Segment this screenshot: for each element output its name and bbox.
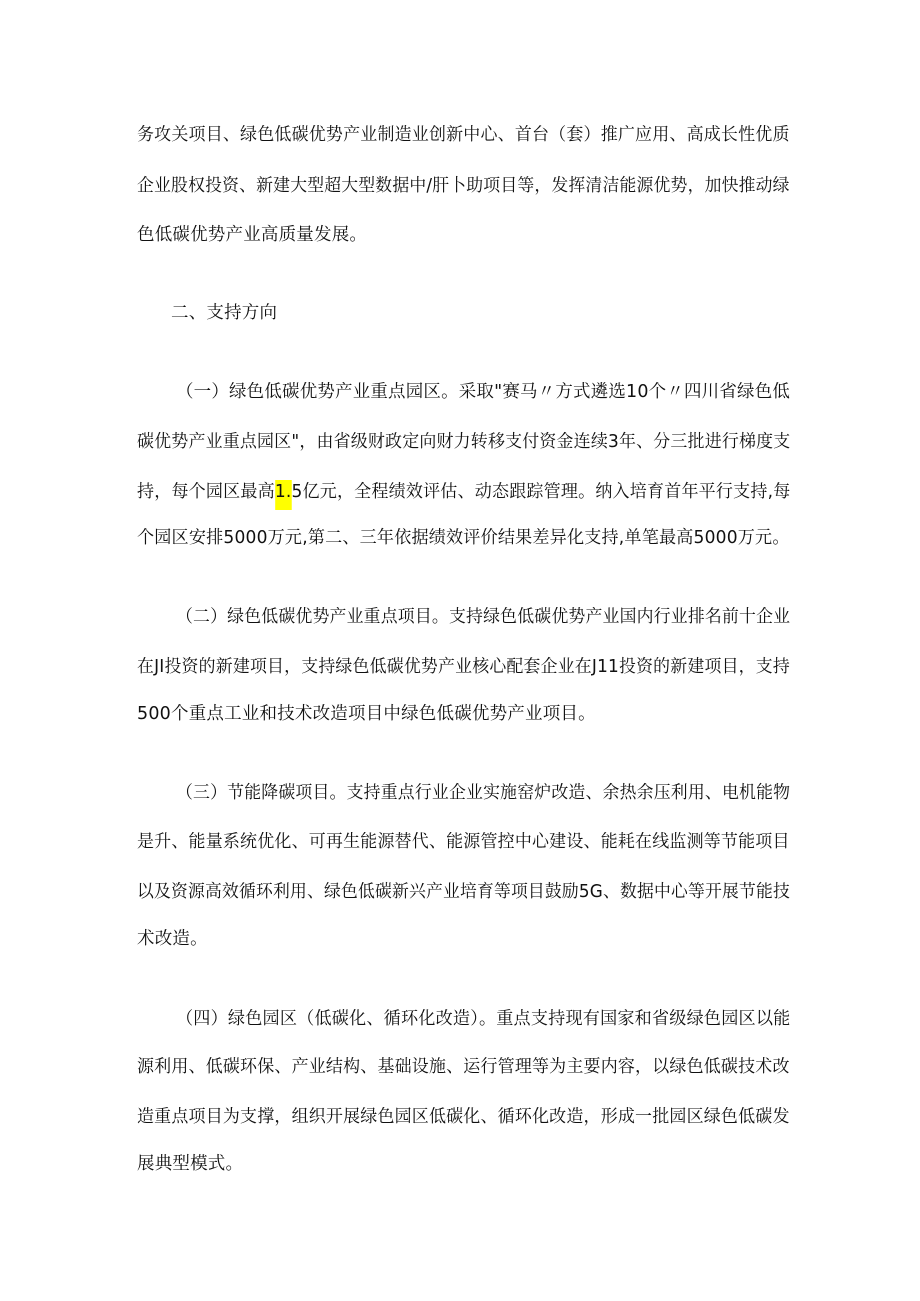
text-line: （四）绿色园区（低碳化、循环化改造）。重点支持现有国家和省级绿色园区以能 (176, 1009, 791, 1029)
text-line: 是升、能量系统优化、可再生能源替代、能源管控中心建设、能耗在线监测等节能项目 (137, 832, 790, 852)
text-line: 以及资源高效循环利用、绿色低碳新兴产业培育等项目鼓励5G、数据中心等开展节能技 (137, 882, 791, 902)
section-heading: 二、支持方向 (171, 303, 278, 323)
text-line: 展典型模式。 (137, 1154, 244, 1174)
text-line: 个园区安排5000万元,第二、三年依据绩效评价结果差异化支持,单笔最高5000万元。 (137, 528, 790, 548)
text-line: （二）绿色低碳优势产业重点项目。支持绿色低碳优势产业国内行业排名前十企业 (176, 607, 791, 627)
text-line: 造重点项目为支撑，组织开展绿色园区低碳化、循环化改造，形成一批园区绿色低碳发 (137, 1107, 790, 1127)
text-line: （三）节能降碳项目。支持重点行业企业实施窑炉改造、余热余压利用、电机能物 (176, 783, 791, 803)
text-line: 术改造。 (137, 929, 208, 949)
text-line: 务攻关项目、绿色低碳优势产业制造业创新中心、首台（套）推广应用、高成长性优质 (137, 125, 790, 145)
highlighted-text: 1. (275, 480, 292, 510)
text-line: 500个重点工业和技术改造项目中绿色低碳优势产业项目。 (137, 704, 596, 724)
text-fragment: 5亿元，全程绩效评估、动态跟踪管理。纳入培育首年平行支持,每 (291, 482, 791, 502)
text-fragment: 持，每个园区最高 (137, 482, 275, 502)
text-line: 碳优势产业重点园区"，由省级财政定向财力转移支付资金连续3年、分三批进行梯度支 (137, 432, 791, 452)
text-line: 源利用、低碳环保、产业结构、基础设施、运行管理等为主要内容，以绿色低碳技术改 (137, 1057, 790, 1077)
text-line-with-highlight (137, 480, 790, 504)
text-line: 色低碳优势产业高质量发展。 (137, 225, 368, 245)
text-line: （一）绿色低碳优势产业重点园区。采取"赛马〃方式遴选10个〃四川省绿色低 (176, 382, 791, 402)
text-line: 在JI投资的新建项目，支持绿色低碳优势产业核心配套企业在J11投资的新建项目，支持 (137, 657, 790, 677)
text-line: 企业股权投资、新建大型超大型数据中/肝卜助项目等，发挥清洁能源优势，加快推动绿 (137, 176, 790, 196)
